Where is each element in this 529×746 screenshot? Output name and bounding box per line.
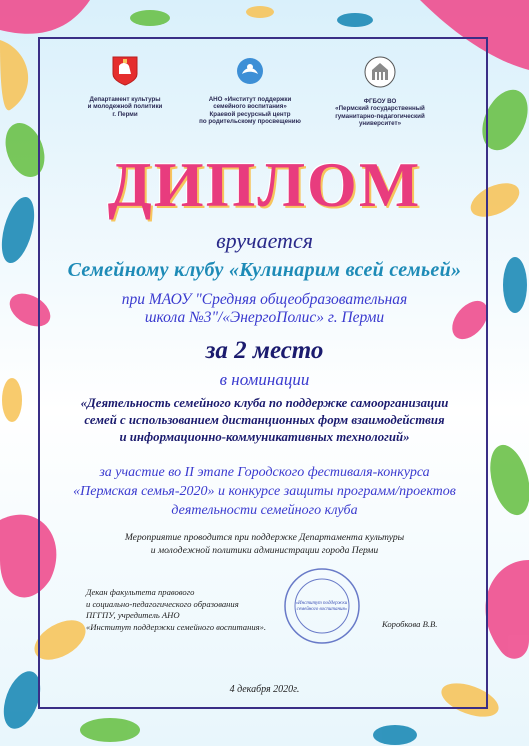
- official-stamp: [282, 566, 362, 646]
- diploma-title: ДИПЛОМ: [107, 149, 422, 220]
- logo-department: [70, 56, 180, 118]
- participation-text: за участие во II этапе Городского фестиваля-конкурса «Пермская семья-2020» и конкурсе защиты программ/проектов деятельности семейного клуба: [73, 465, 456, 518]
- organization-text: при МАОУ "Средняя общеобразовательная школа №3"/«ЭнергоПолис» г. Перми: [121, 291, 408, 326]
- nomination-text: «Деятельность семейного клуба по поддержке самоорганизации семей с использованием дистанционных форм взаимодействия и информационно-коммуникативных технологий»: [80, 396, 449, 444]
- stamp-text: «Институт поддержки семейного воспитания»: [295, 601, 348, 612]
- place-text: за 2 место: [205, 337, 324, 364]
- signatory-name: Коробкова В.В.: [382, 619, 438, 629]
- nomination-intro: в номинации: [219, 370, 310, 389]
- awarded-text: вручается: [216, 228, 313, 253]
- logos-row: [87, 56, 440, 156]
- support-text: Мероприятие проводится при поддержке Департамента культуры и молодежной политики администрации города Перми: [124, 532, 405, 556]
- logo-ano: [195, 56, 305, 126]
- issue-date: 4 декабря 2020г.: [229, 684, 300, 695]
- logo-caption-university: ФГБОУ ВО «Пермский государственный гуманитарно-педагогический университет»: [335, 98, 425, 128]
- logo-caption-ano: АНО «Институт поддержки семейного воспитания» Краевой ресурсный центр по родительскому просвещению: [199, 96, 301, 126]
- logo-university: [325, 56, 435, 128]
- recipient-name: Семейному клубу «Кулинарим всей семьей»: [67, 259, 462, 281]
- logo-caption-department: Департамент культуры и молодежной политики г. Перми: [87, 96, 163, 118]
- signatory-title: Декан факультета правового и социально-педагогического образования ПГГПУ, учредитель АНО «Институт поддержки семейного воспитания».: [86, 587, 267, 632]
- ano-emblem-icon: [235, 56, 265, 86]
- coat-of-arms-icon: [112, 56, 138, 86]
- university-building-icon: [364, 56, 396, 88]
